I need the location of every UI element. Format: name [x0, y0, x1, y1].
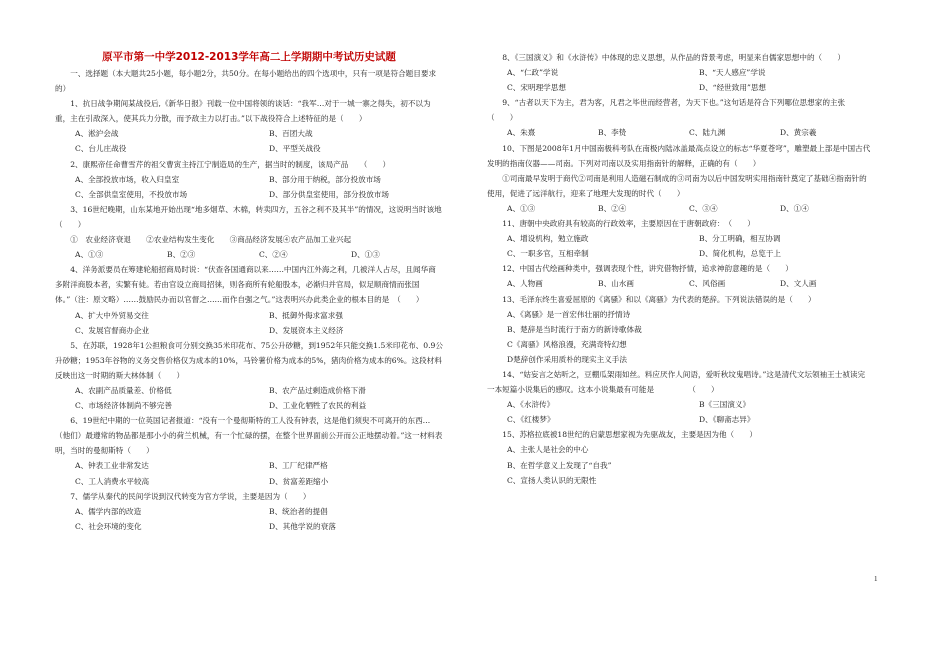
- section-intro: 一、选择题（本大题共25小题，每小题2分，共50分。在每小题给出的四个选项中，只有一项是符合题目要求的）: [55, 69, 437, 94]
- q14-option-d: D、《聊斋志异》: [699, 415, 755, 425]
- question-5-options-cd: [55, 398, 443, 413]
- q5-option-a: A、农副产品质量差、价格低: [75, 385, 172, 395]
- question-3-stem: 3、16世纪晚期，山东某地开始出现“地多烟草、木棉，转卖四方，五谷之利不及其半”的情况，这说明当时该地 （ ）: [55, 204, 450, 229]
- q7-option-d: D、其他学说的衰落: [269, 521, 336, 531]
- q9-option-c: C、陆九渊: [689, 128, 726, 138]
- question-9-options: [487, 125, 871, 140]
- q14-option-a: A、《水浒传》: [507, 400, 555, 410]
- question-5-options-ab: [55, 383, 443, 398]
- question-1-stem: 1、抗日战争期间某战役后,《新华日报》刊载一位中国将领的谈话：“我军…对于一城一寨之得失，初不以为重，主在引敌深入，使其兵力分散，而予敌主力以打击。”以下战役符合上述特征的是（ ）: [55, 99, 431, 124]
- question-4-stem: 4、洋务派要员在筹建轮船招商局时说：“伏查各国通商以来……中国内江外海之利，几被洋人占尽，且闻华商多附洋商股本者，实繁有徒。若由官设立商局招徕，则各商所有轮船股本，必渐归并官局，似足顺商情而张国体。”（注：原文略）……鼓励民办而以官督之……而作自强之气。”这表明兴办此类企业的根本目的是 （ ）: [55, 265, 436, 305]
- question-6-options-cd: [55, 474, 443, 489]
- question-14-options-ab: [487, 397, 871, 412]
- q12-option-b: B、山水画: [598, 279, 634, 289]
- q1-option-d: D、平型关战役: [269, 144, 321, 154]
- q4-option-b: B、抵御外侮求富求强: [269, 310, 343, 320]
- q4-option-c: C、发展官督商办企业: [75, 325, 150, 335]
- q3-option-c: C、②④: [259, 250, 288, 260]
- q10-option-a: A、①③: [507, 203, 536, 213]
- question-11-stem: 11、唐朝中央政府具有较高的行政效率，主要原因在于唐朝政府： （ ）: [502, 219, 755, 229]
- q4-option-d: D、发展资本主义经济: [269, 325, 344, 335]
- q6-option-a: A、钟表工业非常发达: [75, 461, 149, 471]
- q10-option-b: B、②④: [598, 203, 627, 213]
- right-column: [487, 50, 871, 488]
- q1-option-c: C、台儿庄战役: [75, 144, 127, 154]
- q2-option-d: D、部分供皇室使用，部分投放市场: [269, 189, 389, 199]
- question-14-stem: 14、“姑妄言之姑听之，豆棚瓜架雨如丝。料应厌作人间语，爱听秋坟鬼唱诗。”这是清代文坛领袖王士祯读完一本短篇小说集后的感叹。这本小说集最有可能是 （ ）: [487, 369, 866, 395]
- question-3-items: ① 农业经济衰退 ②农业结构发生变化 ③商品经济发展④农产品加工业兴起: [70, 235, 352, 245]
- q12-option-c: C、风俗画: [689, 279, 726, 289]
- q10-option-c: C、③④: [689, 203, 718, 213]
- q5-option-d: D、工业化牺牲了农民的利益: [269, 401, 367, 411]
- q2-option-b: B、部分用于纳税，部分投放市场: [269, 174, 381, 184]
- q9-option-b: B、李贽: [598, 128, 627, 138]
- question-8-options-ab: [487, 65, 871, 80]
- page-number: 1: [874, 575, 878, 583]
- question-1-options-cd: [55, 141, 443, 156]
- q13-option-d: D楚辞创作采用质朴的现实主义手法: [507, 354, 627, 364]
- q14-option-b: B《三国演义》: [699, 400, 751, 410]
- question-7-stem: 7、儒学从秦代的民间学说到汉代转变为官方学说，主要是因为（ ）: [70, 491, 311, 501]
- question-2-options-ab: [55, 172, 443, 187]
- question-10-items: ①司南最早发明于商代②司南是利用人造磁石制成的③司南为以后中国发明实用指南针奠定了基础④指南针的使用，促进了远洋航行，迎来了地理大发现的时代（ ）: [487, 173, 867, 198]
- q15-option-a: A、主张人是社会的中心: [507, 445, 589, 455]
- left-column: [55, 66, 450, 534]
- q11-option-d: D、简化机构，总览于上: [699, 249, 782, 259]
- question-7-options-ab: [55, 504, 443, 519]
- q8-option-c: C、宋明理学思想: [507, 83, 566, 93]
- q5-option-b: B、农产品过剩造成价格下滑: [269, 385, 366, 395]
- question-13-stem: 13、毛泽东终生喜爱屈原的《离骚》和以《离骚》为代表的楚辞。下列说法错误的是（ ）: [502, 294, 816, 304]
- question-2-options-cd: [55, 187, 443, 202]
- question-10-stem: 10、下图是2008年1月中国南极科考队在南极内陆冰盖最高点设立的标志“华夏苍穹”，雕塑最上部是中国古代发明的指南仪器——司南。下列对司南以及实用指南针的解释，正确的有（ ）: [487, 143, 871, 168]
- q7-option-b: B、统治者的提倡: [269, 506, 328, 516]
- question-15-stem: 15、苏格拉底被18世纪的启蒙思想家视为先驱战友，主要是因为他（ ）: [502, 430, 757, 440]
- question-6-stem: 6、19世纪中期的一位英国记者报道：“没有一个曼彻斯特的工人没有钟表，这是他们须臾不可离开的东西…（他们）最遵常的物品都是那小小的荷兰机械，有一个忙碌的摆，在整个世界面前公开而公正地摆动着。”这一材料表明，当时的曼彻斯特（ ）: [55, 416, 443, 456]
- question-6-options-ab: [55, 458, 443, 473]
- q11-option-a: A、增设机构，勉立施政: [507, 234, 589, 244]
- q6-option-d: D、贫富差距缩小: [269, 476, 329, 486]
- q9-option-d: D、黄宗羲: [780, 128, 817, 138]
- q13-option-a: A、《离骚》是一首宏伟壮丽的抒情诗: [507, 309, 631, 319]
- question-8-options-cd: [487, 80, 871, 95]
- q1-option-a: A、淞沪会战: [75, 129, 119, 139]
- q8-option-b: B、“天人感应”学说: [699, 68, 766, 78]
- question-14-options-cd: [487, 412, 871, 427]
- q11-option-c: C、一职多官，互相牵制: [507, 249, 589, 259]
- q3-option-d: D、①③: [351, 250, 380, 260]
- question-2-stem: 2、康熙帝任命曹雪芹的祖父曹寅主持江宁制造局的生产，据当时的制度，该局产品 （ ）: [70, 159, 391, 169]
- question-11-options-ab: [487, 231, 871, 246]
- question-10-options: [487, 201, 871, 216]
- q15-option-b: B、在哲学意义上发现了“自我”: [507, 460, 612, 470]
- q12-option-d: D、文人画: [780, 279, 817, 289]
- q3-option-a: A、①③: [75, 250, 104, 260]
- question-11-options-cd: [487, 246, 871, 261]
- q13-option-b: B、楚辞是当时流行于南方的新诗歌体裁: [507, 324, 642, 334]
- question-4-options-cd: [55, 323, 443, 338]
- q3-option-b: B、②③: [167, 250, 196, 260]
- q5-option-c: C、市场经济体制尚不够完善: [75, 401, 172, 411]
- q7-option-c: C、社会环境的变化: [75, 521, 142, 531]
- q12-option-a: A、人物画: [507, 279, 543, 289]
- question-12-stem: 12、中国古代绘画种类中，强调表现个性，讲究借物抒情，追求神韵意趣的是（ ）: [502, 264, 793, 274]
- q2-option-a: A、全部投放市场，收入归皇室: [75, 174, 180, 184]
- q6-option-b: B、工厂纪律严格: [269, 461, 328, 471]
- question-8-stem: 8、《三国演义》和《水浒传》中体现的忠义思想，从作品的背景考虑，明显来自儒家思想中的（ ）: [502, 53, 845, 62]
- question-7-options-cd: [55, 519, 443, 534]
- q11-option-b: B、分工明确，相互协调: [699, 234, 781, 244]
- q7-option-a: A、儒学内部的改造: [75, 506, 142, 516]
- q10-option-d: D、①④: [780, 203, 809, 213]
- q6-option-c: C、工人消费水平较高: [75, 476, 150, 486]
- q4-option-a: A、扩大中外贸易交往: [75, 310, 149, 320]
- question-3-options: [55, 247, 443, 262]
- question-9-stem: 9、“古者以天下为主，君为客，凡君之毕世而经营者，为天下也。”这句话是符合下列哪位思想家的主张（ ）: [487, 98, 846, 123]
- q14-option-c: C、《红楼梦》: [507, 415, 555, 425]
- question-12-options: [487, 276, 871, 291]
- q13-option-c: C《离骚》风格浪漫，充满奇特幻想: [507, 339, 627, 349]
- question-4-options-ab: [55, 308, 443, 323]
- q9-option-a: A、朱熹: [507, 128, 536, 138]
- question-5-stem: 5、在苏联，1928年1公担粮食可分别交换35米印花布、75公升砂糖，到1952年只能交换1.5米印花布、0.9公升砂糖；1953年谷物的义务交售价格仅为成本的10%，马铃薯价格为成本的5%，猪肉价格为成本的6%。这段材料反映出这一时期的斯大林体制（ ）: [55, 340, 443, 380]
- exam-title: 原平市第一中学2012-2013学年高二上学期期中考试历史试题: [102, 51, 396, 63]
- q8-option-a: A、“仁政”学说: [507, 68, 559, 78]
- q8-option-d: D、“经世致用”思想: [699, 83, 767, 93]
- q2-option-c: C、全部供皇室使用，不投放市场: [75, 189, 188, 199]
- q15-option-c: C、宣扬人类认识的无限性: [507, 475, 597, 485]
- question-1-options-ab: [55, 126, 443, 141]
- q1-option-b: B、百团大战: [269, 129, 313, 139]
